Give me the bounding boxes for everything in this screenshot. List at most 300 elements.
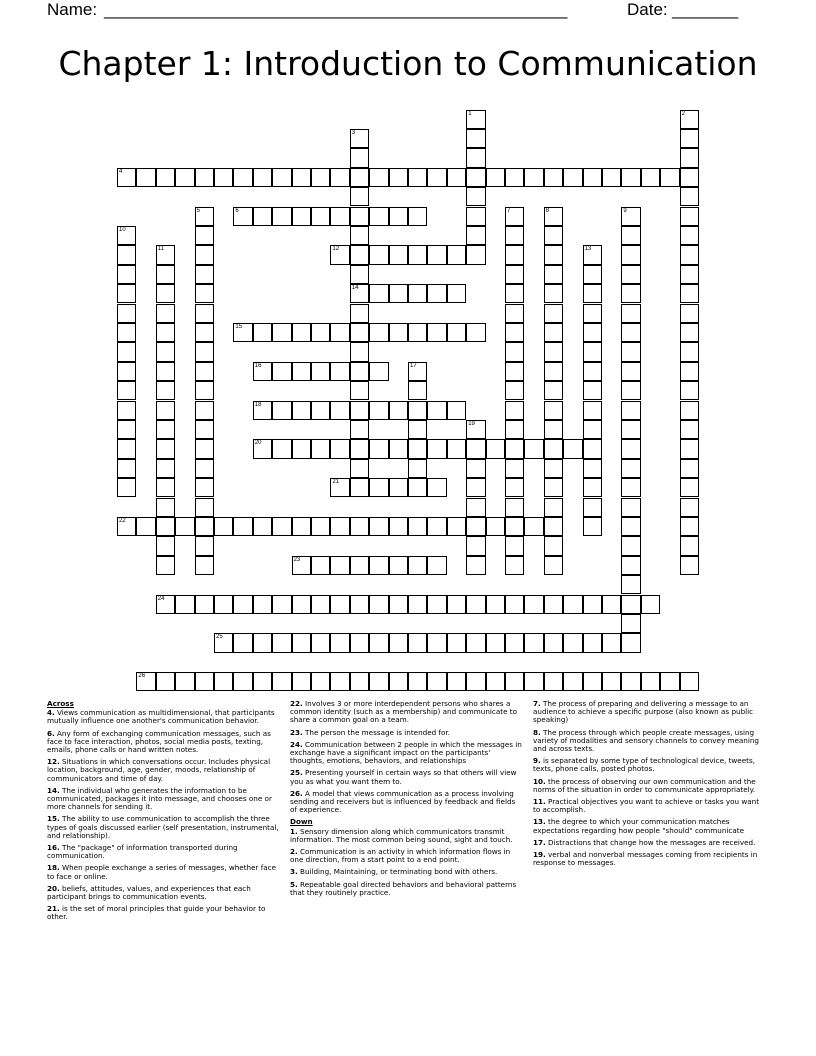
grid-cell[interactable] [311,633,330,652]
grid-cell[interactable] [621,498,640,517]
grid-cell[interactable] [233,633,252,652]
grid-cell[interactable] [447,284,466,303]
grid-cell[interactable] [195,536,214,555]
grid-cell[interactable] [195,420,214,439]
grid-cell[interactable] [156,672,175,691]
grid-cell[interactable] [408,362,427,381]
grid-cell[interactable] [680,536,699,555]
grid-cell[interactable] [602,595,621,614]
grid-cell[interactable] [214,633,233,652]
grid-cell[interactable] [524,517,543,536]
grid-cell[interactable] [447,245,466,264]
grid-cell[interactable] [311,401,330,420]
grid-cell[interactable] [447,168,466,187]
grid-cell[interactable] [156,498,175,517]
grid-cell[interactable] [195,401,214,420]
grid-cell[interactable] [583,439,602,458]
grid-cell[interactable] [330,362,349,381]
grid-cell[interactable] [466,148,485,167]
grid-cell[interactable] [330,556,349,575]
grid-cell[interactable] [350,226,369,245]
grid-cell[interactable] [466,478,485,497]
grid-cell[interactable] [233,672,252,691]
grid-cell[interactable] [330,595,349,614]
grid-cell[interactable] [292,401,311,420]
grid-cell[interactable] [292,672,311,691]
grid-cell[interactable] [544,168,563,187]
grid-cell[interactable] [156,245,175,264]
grid-cell[interactable] [272,401,291,420]
grid-cell[interactable] [292,362,311,381]
grid-cell[interactable] [350,459,369,478]
grid-cell[interactable] [544,672,563,691]
grid-cell[interactable] [292,207,311,226]
grid-cell[interactable] [563,633,582,652]
grid-cell[interactable] [175,517,194,536]
grid-cell[interactable] [214,595,233,614]
grid-cell[interactable] [408,323,427,342]
grid-cell[interactable] [117,342,136,361]
grid-cell[interactable] [466,439,485,458]
grid-cell[interactable] [466,595,485,614]
grid-cell[interactable] [195,517,214,536]
grid-cell[interactable] [680,381,699,400]
grid-cell[interactable] [233,207,252,226]
grid-cell[interactable] [195,439,214,458]
grid-cell[interactable] [389,284,408,303]
grid-cell[interactable] [408,381,427,400]
grid-cell[interactable] [117,362,136,381]
grid-cell[interactable] [505,498,524,517]
grid-cell[interactable] [369,633,388,652]
grid-cell[interactable] [563,168,582,187]
grid-cell[interactable] [117,478,136,497]
grid-cell[interactable] [486,595,505,614]
grid-cell[interactable] [214,168,233,187]
grid-cell[interactable] [447,439,466,458]
grid-cell[interactable] [466,207,485,226]
grid-cell[interactable] [408,207,427,226]
grid-cell[interactable] [621,614,640,633]
grid-cell[interactable] [117,439,136,458]
grid-cell[interactable] [447,517,466,536]
grid-cell[interactable] [389,401,408,420]
grid-cell[interactable] [156,556,175,575]
grid-cell[interactable] [680,265,699,284]
grid-cell[interactable] [175,595,194,614]
grid-cell[interactable] [350,439,369,458]
grid-cell[interactable] [408,168,427,187]
grid-cell[interactable] [253,439,272,458]
grid-cell[interactable] [195,672,214,691]
grid-cell[interactable] [641,168,660,187]
grid-cell[interactable] [350,129,369,148]
grid-cell[interactable] [466,420,485,439]
grid-cell[interactable] [583,284,602,303]
grid-cell[interactable] [272,672,291,691]
grid-cell[interactable] [156,401,175,420]
grid-cell[interactable] [544,478,563,497]
grid-cell[interactable] [408,595,427,614]
grid-cell[interactable] [660,168,679,187]
grid-cell[interactable] [466,536,485,555]
grid-cell[interactable] [330,245,349,264]
grid-cell[interactable] [156,517,175,536]
grid-cell[interactable] [195,595,214,614]
grid-cell[interactable] [680,323,699,342]
grid-cell[interactable] [136,168,155,187]
grid-cell[interactable] [583,245,602,264]
grid-cell[interactable] [117,284,136,303]
grid-cell[interactable] [544,342,563,361]
grid-cell[interactable] [621,381,640,400]
grid-cell[interactable] [544,633,563,652]
grid-cell[interactable] [330,207,349,226]
grid-cell[interactable] [369,672,388,691]
grid-cell[interactable] [350,478,369,497]
grid-cell[interactable] [369,439,388,458]
grid-cell[interactable] [350,672,369,691]
grid-cell[interactable] [253,595,272,614]
grid-cell[interactable] [369,284,388,303]
grid-cell[interactable] [563,672,582,691]
grid-cell[interactable] [466,168,485,187]
grid-cell[interactable] [583,595,602,614]
grid-cell[interactable] [292,168,311,187]
grid-cell[interactable] [195,478,214,497]
grid-cell[interactable] [583,342,602,361]
grid-cell[interactable] [156,478,175,497]
grid-cell[interactable] [583,633,602,652]
grid-cell[interactable] [544,401,563,420]
grid-cell[interactable] [583,478,602,497]
grid-cell[interactable] [466,187,485,206]
grid-cell[interactable] [350,187,369,206]
grid-cell[interactable] [680,459,699,478]
grid-cell[interactable] [350,633,369,652]
grid-cell[interactable] [680,517,699,536]
grid-cell[interactable] [466,323,485,342]
grid-cell[interactable] [621,284,640,303]
grid-cell[interactable] [311,168,330,187]
grid-cell[interactable] [214,517,233,536]
grid-cell[interactable] [563,595,582,614]
grid-cell[interactable] [408,420,427,439]
grid-cell[interactable] [583,401,602,420]
grid-cell[interactable] [389,439,408,458]
grid-cell[interactable] [505,342,524,361]
grid-cell[interactable] [330,323,349,342]
grid-cell[interactable] [311,439,330,458]
grid-cell[interactable] [408,439,427,458]
grid-cell[interactable] [311,207,330,226]
grid-cell[interactable] [680,207,699,226]
grid-cell[interactable] [427,401,446,420]
grid-cell[interactable] [505,439,524,458]
grid-cell[interactable] [350,401,369,420]
grid-cell[interactable] [524,439,543,458]
grid-cell[interactable] [544,245,563,264]
grid-cell[interactable] [117,381,136,400]
grid-cell[interactable] [195,265,214,284]
grid-cell[interactable] [389,245,408,264]
grid-cell[interactable] [621,595,640,614]
grid-cell[interactable] [583,459,602,478]
grid-cell[interactable] [621,536,640,555]
grid-cell[interactable] [369,401,388,420]
grid-cell[interactable] [583,168,602,187]
grid-cell[interactable] [156,342,175,361]
grid-cell[interactable] [505,633,524,652]
grid-cell[interactable] [680,401,699,420]
grid-cell[interactable] [292,323,311,342]
grid-cell[interactable] [369,207,388,226]
grid-cell[interactable] [466,129,485,148]
grid-cell[interactable] [621,245,640,264]
grid-cell[interactable] [505,362,524,381]
grid-cell[interactable] [660,672,679,691]
grid-cell[interactable] [253,168,272,187]
grid-cell[interactable] [524,595,543,614]
grid-cell[interactable] [272,633,291,652]
grid-cell[interactable] [330,401,349,420]
grid-cell[interactable] [330,168,349,187]
grid-cell[interactable] [195,342,214,361]
grid-cell[interactable] [389,595,408,614]
grid-cell[interactable] [330,672,349,691]
grid-cell[interactable] [621,478,640,497]
grid-cell[interactable] [621,304,640,323]
grid-cell[interactable] [505,459,524,478]
grid-cell[interactable] [621,459,640,478]
grid-cell[interactable] [427,284,446,303]
grid-cell[interactable] [621,439,640,458]
grid-cell[interactable] [544,304,563,323]
grid-cell[interactable] [233,323,252,342]
grid-cell[interactable] [389,207,408,226]
grid-cell[interactable] [427,245,446,264]
grid-cell[interactable] [680,129,699,148]
grid-cell[interactable] [156,439,175,458]
grid-cell[interactable] [195,362,214,381]
grid-cell[interactable] [350,381,369,400]
grid-cell[interactable] [466,110,485,129]
grid-cell[interactable] [156,536,175,555]
grid-cell[interactable] [117,245,136,264]
grid-cell[interactable] [427,168,446,187]
grid-cell[interactable] [680,187,699,206]
grid-cell[interactable] [117,226,136,245]
grid-cell[interactable] [369,323,388,342]
grid-cell[interactable] [621,265,640,284]
grid-cell[interactable] [292,556,311,575]
grid-cell[interactable] [427,633,446,652]
grid-cell[interactable] [389,168,408,187]
grid-cell[interactable] [389,633,408,652]
grid-cell[interactable] [583,381,602,400]
grid-cell[interactable] [408,459,427,478]
grid-cell[interactable] [408,478,427,497]
grid-cell[interactable] [156,459,175,478]
grid-cell[interactable] [505,517,524,536]
grid-cell[interactable] [505,323,524,342]
grid-cell[interactable] [350,304,369,323]
grid-cell[interactable] [292,595,311,614]
name-field[interactable]: _________________________________________________ [104,0,568,19]
grid-cell[interactable] [311,672,330,691]
grid-cell[interactable] [175,672,194,691]
grid-cell[interactable] [117,265,136,284]
grid-cell[interactable] [311,323,330,342]
grid-cell[interactable] [427,323,446,342]
grid-cell[interactable] [389,478,408,497]
grid-cell[interactable] [369,595,388,614]
grid-cell[interactable] [544,595,563,614]
grid-cell[interactable] [408,245,427,264]
grid-cell[interactable] [680,168,699,187]
grid-cell[interactable] [408,517,427,536]
grid-cell[interactable] [505,245,524,264]
grid-cell[interactable] [621,401,640,420]
grid-cell[interactable] [156,381,175,400]
grid-cell[interactable] [117,517,136,536]
grid-cell[interactable] [330,517,349,536]
grid-cell[interactable] [350,420,369,439]
grid-cell[interactable] [117,168,136,187]
grid-cell[interactable] [544,556,563,575]
grid-cell[interactable] [447,672,466,691]
grid-cell[interactable] [505,420,524,439]
grid-cell[interactable] [117,304,136,323]
grid-cell[interactable] [350,284,369,303]
grid-cell[interactable] [466,672,485,691]
grid-cell[interactable] [680,226,699,245]
grid-cell[interactable] [350,595,369,614]
grid-cell[interactable] [389,672,408,691]
grid-cell[interactable] [272,517,291,536]
grid-cell[interactable] [272,207,291,226]
grid-cell[interactable] [505,478,524,497]
grid-cell[interactable] [641,672,660,691]
grid-cell[interactable] [621,207,640,226]
grid-cell[interactable] [175,168,194,187]
grid-cell[interactable] [602,672,621,691]
grid-cell[interactable] [621,575,640,594]
grid-cell[interactable] [292,633,311,652]
grid-cell[interactable] [369,556,388,575]
grid-cell[interactable] [369,478,388,497]
grid-cell[interactable] [427,517,446,536]
grid-cell[interactable] [583,323,602,342]
grid-cell[interactable] [253,362,272,381]
grid-cell[interactable] [350,556,369,575]
grid-cell[interactable] [505,265,524,284]
grid-cell[interactable] [524,633,543,652]
grid-cell[interactable] [621,517,640,536]
grid-cell[interactable] [330,439,349,458]
grid-cell[interactable] [486,517,505,536]
grid-cell[interactable] [427,478,446,497]
grid-cell[interactable] [583,362,602,381]
grid-cell[interactable] [369,517,388,536]
grid-cell[interactable] [408,284,427,303]
grid-cell[interactable] [621,226,640,245]
grid-cell[interactable] [505,304,524,323]
grid-cell[interactable] [466,517,485,536]
grid-cell[interactable] [621,633,640,652]
grid-cell[interactable] [621,168,640,187]
grid-cell[interactable] [253,323,272,342]
grid-cell[interactable] [350,342,369,361]
grid-cell[interactable] [544,362,563,381]
grid-cell[interactable] [505,168,524,187]
grid-cell[interactable] [680,148,699,167]
grid-cell[interactable] [311,556,330,575]
grid-cell[interactable] [136,672,155,691]
grid-cell[interactable] [486,168,505,187]
grid-cell[interactable] [195,284,214,303]
grid-cell[interactable] [195,381,214,400]
grid-cell[interactable] [427,556,446,575]
grid-cell[interactable] [195,168,214,187]
grid-cell[interactable] [350,245,369,264]
grid-cell[interactable] [156,304,175,323]
grid-cell[interactable] [369,168,388,187]
grid-cell[interactable] [524,672,543,691]
grid-cell[interactable] [544,536,563,555]
grid-cell[interactable] [195,498,214,517]
grid-cell[interactable] [544,284,563,303]
grid-cell[interactable] [602,633,621,652]
grid-cell[interactable] [680,498,699,517]
grid-cell[interactable] [272,595,291,614]
grid-cell[interactable] [195,207,214,226]
grid-cell[interactable] [680,672,699,691]
grid-cell[interactable] [389,556,408,575]
grid-cell[interactable] [156,323,175,342]
grid-cell[interactable] [466,226,485,245]
grid-cell[interactable] [466,633,485,652]
grid-cell[interactable] [233,595,252,614]
grid-cell[interactable] [447,401,466,420]
grid-cell[interactable] [195,323,214,342]
grid-cell[interactable] [369,362,388,381]
grid-cell[interactable] [272,323,291,342]
grid-cell[interactable] [156,420,175,439]
grid-cell[interactable] [253,517,272,536]
grid-cell[interactable] [233,517,252,536]
grid-cell[interactable] [680,245,699,264]
grid-cell[interactable] [583,672,602,691]
grid-cell[interactable] [136,517,155,536]
grid-cell[interactable] [505,536,524,555]
grid-cell[interactable] [350,207,369,226]
grid-cell[interactable] [408,672,427,691]
grid-cell[interactable] [427,439,446,458]
grid-cell[interactable] [583,498,602,517]
grid-cell[interactable] [544,498,563,517]
grid-cell[interactable] [447,595,466,614]
grid-cell[interactable] [505,207,524,226]
grid-cell[interactable] [311,362,330,381]
grid-cell[interactable] [641,595,660,614]
grid-cell[interactable] [272,168,291,187]
grid-cell[interactable] [680,439,699,458]
grid-cell[interactable] [680,420,699,439]
grid-cell[interactable] [117,401,136,420]
grid-cell[interactable] [544,459,563,478]
grid-cell[interactable] [544,381,563,400]
